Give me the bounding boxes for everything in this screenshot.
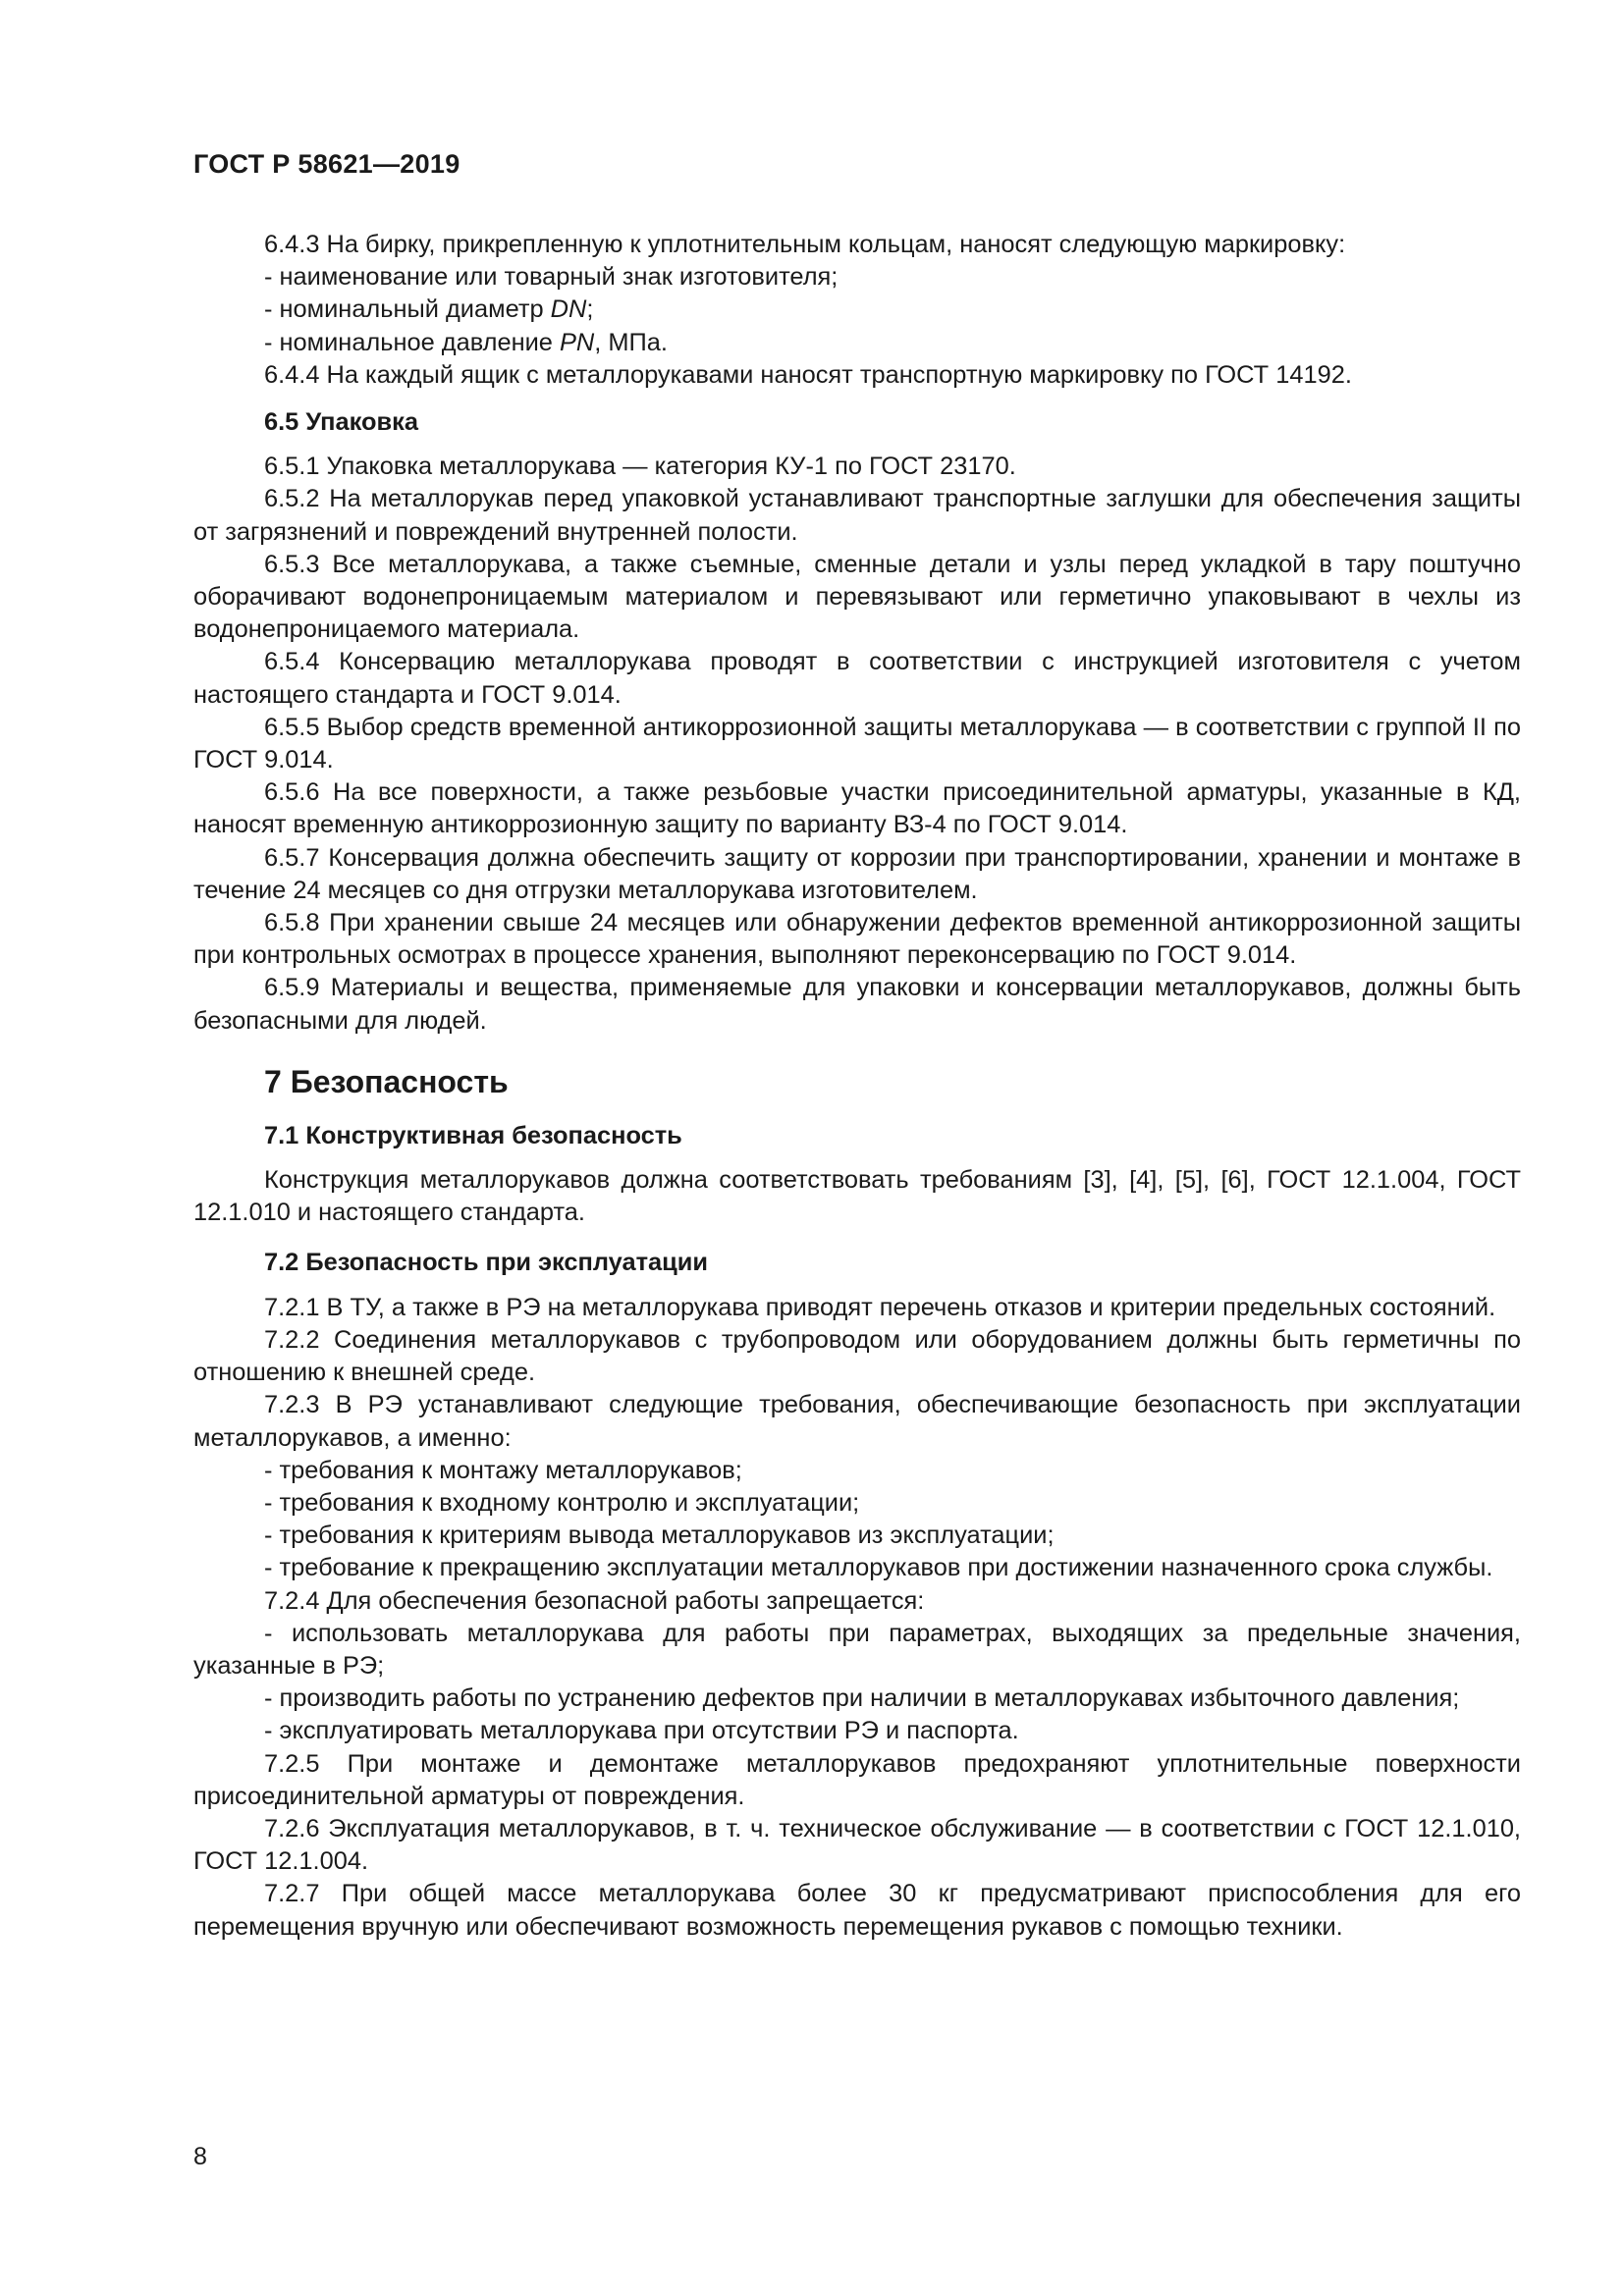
list-item-text: ; bbox=[586, 295, 594, 324]
paragraph-6-5-6: 6.5.6 На все поверхности, а также резьбовые участки присоединительной арматуры, указанные в КД, наносят временную антикоррозионную защиту по варианту ВЗ-4 по ГОСТ 9.014. bbox=[193, 778, 1521, 839]
page-number: 8 bbox=[193, 2143, 207, 2170]
paragraph-7-2-3: 7.2.3 В РЭ устанавливают следующие требования, обеспечивающие безопасность при эксплуатации металлорукавов, а именно: bbox=[193, 1391, 1521, 1452]
list-item: - эксплуатировать металлорукава при отсутствии РЭ и паспорта. bbox=[264, 1717, 1019, 1745]
list-item: - требования к входному контролю и эксплуатации; bbox=[264, 1488, 860, 1517]
paragraph-6-5-8: 6.5.8 При хранении свыше 24 месяцев или обнаружении дефектов временной антикоррозионной защиты при контрольных осмотрах в процессе хранения, выполняют переконсервацию по ГОСТ 9.014. bbox=[193, 909, 1521, 970]
section-heading-7-2: 7.2 Безопасность при эксплуатации bbox=[264, 1249, 708, 1277]
variable-dn: DN bbox=[550, 295, 587, 324]
paragraph-7-2-1: 7.2.1 В ТУ, а также в РЭ на металлорукава приводят перечень отказов и критерии предельных состояний. bbox=[264, 1293, 1496, 1321]
list-item: - требование к прекращению эксплуатации металлорукавов при достижении назначенного срока службы. bbox=[264, 1554, 1493, 1582]
section-heading-7-1: 7.1 Конструктивная безопасность bbox=[264, 1121, 682, 1149]
paragraph-6-5-3: 6.5.3 Все металлорукава, а также съемные, сменные детали и узлы перед укладкой в тару поштучно оборачивают водонепроницаемым материалом и перевязывают или герметично упаковывают в чехлы из водонепроницаемого материала. bbox=[193, 550, 1521, 644]
paragraph-6-5-7: 6.5.7 Консервация должна обеспечить защиту от коррозии при транспортировании, хранении и монтаже в течение 24 месяцев со дня отгрузки металлорукава изготовителем. bbox=[193, 843, 1521, 904]
paragraph-6-5-1: 6.5.1 Упаковка металлорукава — категория КУ-1 по ГОСТ 23170. bbox=[264, 453, 1016, 481]
chapter-heading-7: 7 Безопасность bbox=[264, 1063, 509, 1099]
list-item: - производить работы по устранению дефектов при наличии в металлорукавах избыточного давления; bbox=[264, 1684, 1460, 1713]
paragraph-6-5-4: 6.5.4 Консервацию металлорукава проводят в соответствии с инструкцией изготовителя с учетом настоящего стандарта и ГОСТ 9.014. bbox=[193, 648, 1521, 709]
paragraph-6-5-2: 6.5.2 На металлорукав перед упаковкой устанавливают транспортные заглушки для обеспечения защиты от загрязнений и повреждений внутренней полости. bbox=[193, 485, 1521, 546]
paragraph-7-1: Конструкция металлорукавов должна соответствовать требованиям [3], [4], [5], [6], ГОСТ 12.1.004, ГОСТ 12.1.010 и настоящего стандарта. bbox=[193, 1166, 1521, 1227]
paragraph-7-2-6: 7.2.6 Эксплуатация металлорукавов, в т. ч. техническое обслуживание — в соответствии с ГОСТ 12.1.010, ГОСТ 12.1.004. bbox=[193, 1814, 1521, 1876]
list-item: - использовать металлорукава для работы при параметрах, выходящих за предельные значения, указанные в РЭ; bbox=[193, 1619, 1521, 1680]
paragraph-6-4-4: 6.4.4 На каждый ящик с металлорукавами наносят транспортную маркировку по ГОСТ 14192. bbox=[264, 360, 1352, 389]
section-heading-6-5: 6.5 Упаковка bbox=[264, 408, 418, 437]
paragraph-6-5-9: 6.5.9 Материалы и вещества, применяемые для упаковки и консервации металлорукавов, должны быть безопасными для людей. bbox=[193, 974, 1521, 1035]
paragraph-6-5-5: 6.5.5 Выбор средств временной антикоррозионной защиты металлорукава — в соответствии с группой II по ГОСТ 9.014. bbox=[193, 713, 1521, 774]
list-item bbox=[193, 327, 1521, 359]
paragraph-7-2-7: 7.2.7 При общей массе металлорукава более 30 кг предусматривают приспособления для его перемещения вручную или обеспечивают возможность перемещения рукавов с помощью техники. bbox=[193, 1880, 1521, 1941]
list-item bbox=[193, 294, 1521, 326]
variable-pn: PN bbox=[559, 328, 595, 356]
page-body bbox=[193, 229, 1521, 1944]
list-item-text: , МПа. bbox=[594, 328, 668, 356]
paragraph-7-2-4: 7.2.4 Для обеспечения безопасной работы запрещается: bbox=[264, 1586, 925, 1615]
paragraph-7-2-5: 7.2.5 При монтаже и демонтаже металлорукавов предохраняют уплотнительные поверхности присоединительной арматуры от повреждения. bbox=[193, 1749, 1521, 1810]
paragraph-7-2-2: 7.2.2 Соединения металлорукавов с трубопроводом или оборудованием должны быть герметичны по отношению к внешней среде. bbox=[193, 1325, 1521, 1387]
list-item: - наименование или товарный знак изготовителя; bbox=[264, 263, 839, 292]
list-item: - требования к монтажу металлорукавов; bbox=[264, 1456, 742, 1484]
list-item-text: - номинальный диаметр bbox=[264, 295, 551, 324]
list-item-text: - номинальное давление bbox=[264, 328, 560, 356]
paragraph-6-4-3: 6.4.3 На бирку, прикрепленную к уплотнительным кольцам, наносят следующую маркировку: bbox=[264, 231, 1346, 258]
list-item: - требования к критериям вывода металлорукавов из эксплуатации; bbox=[264, 1522, 1055, 1550]
document-header: ГОСТ Р 58621—2019 bbox=[193, 149, 460, 179]
